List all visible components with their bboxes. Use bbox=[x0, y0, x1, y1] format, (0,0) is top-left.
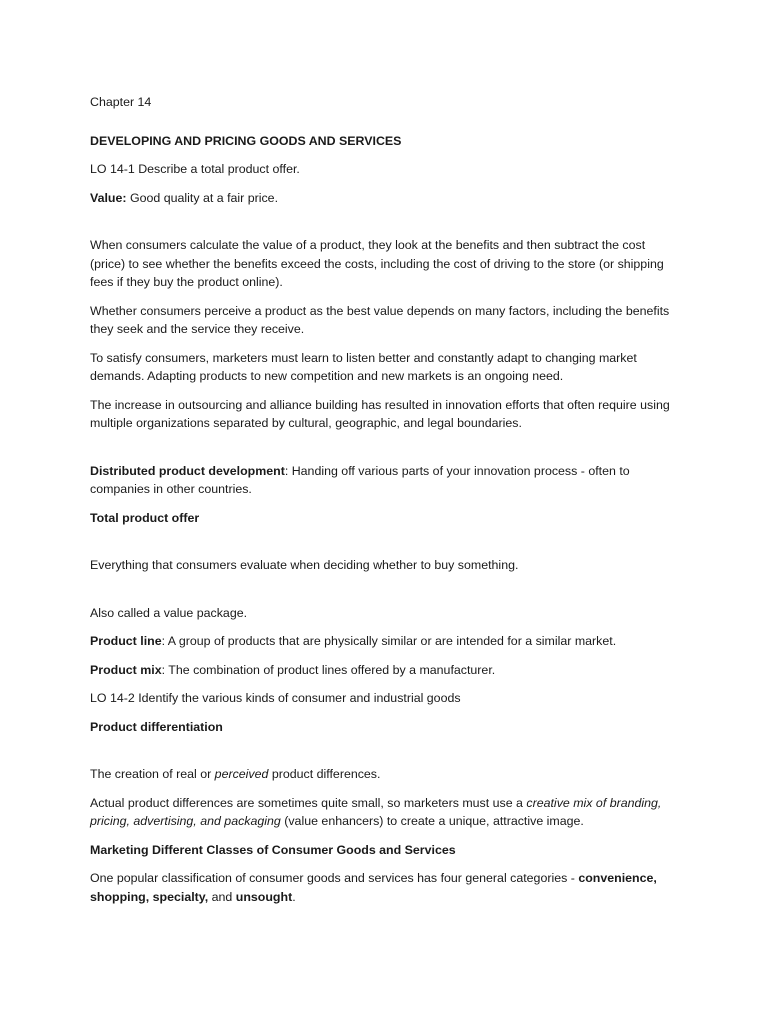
distributed-product-development bbox=[90, 462, 680, 499]
paragraph-creation bbox=[90, 765, 680, 784]
marketing-classes-heading: Marketing Different Classes of Consumer Goods and Services bbox=[90, 842, 456, 857]
paragraph-classification bbox=[90, 869, 680, 906]
paragraph-outsourcing: The increase in outsourcing and alliance building has resulted in innovation efforts that often require using multiple organizations separated by cultural, geographic, and legal boundaries. bbox=[90, 397, 670, 430]
actual-before: Actual product differences are sometimes quite small, so marketers must use a bbox=[90, 795, 527, 810]
learning-objective-1: LO 14-1 Describe a total product offer. bbox=[90, 162, 300, 176]
creation-emphasis: perceived bbox=[214, 767, 269, 781]
chapter-heading: DEVELOPING AND PRICING GOODS AND SERVICES bbox=[90, 133, 402, 148]
product-line-def: : A group of products that are physically similar or are intended for a similar market. bbox=[161, 634, 617, 648]
value-term: Value: bbox=[90, 190, 127, 205]
classification-before: One popular classification of consumer goods and services has four general categories - bbox=[90, 871, 579, 885]
product-line-definition bbox=[90, 632, 680, 651]
paragraph-actual-differences bbox=[90, 794, 680, 831]
product-mix-definition bbox=[90, 661, 680, 680]
product-differentiation-heading: Product differentiation bbox=[90, 719, 223, 734]
creation-before: The creation of real or bbox=[90, 767, 215, 781]
learning-objective-2: LO 14-2 Identify the various kinds of consumer and industrial goods bbox=[90, 691, 461, 705]
classification-bold-1: convenience, shopping, specialty, bbox=[90, 871, 657, 904]
paragraph-value-package: Also called a value package. bbox=[90, 605, 248, 620]
product-mix-def: : The combination of product lines offered by a manufacturer. bbox=[161, 662, 496, 677]
paragraph-everything: Everything that consumers evaluate when deciding whether to buy something. bbox=[90, 558, 519, 572]
document-body bbox=[90, 93, 680, 906]
paragraph-consumers-perceive: Whether consumers perceive a product as the best value depends on many factors, including the benefits they seek and the service they receive. bbox=[90, 303, 670, 336]
distributed-def: : Handing off various parts of your innovation process - often to companies in other countries. bbox=[90, 463, 630, 496]
value-def: Good quality at a fair price. bbox=[126, 190, 279, 205]
value-definition bbox=[90, 189, 680, 208]
classification-bold-2: unsought bbox=[235, 889, 293, 904]
creation-after: product differences. bbox=[268, 767, 381, 781]
classification-mid: and bbox=[208, 889, 236, 904]
total-product-offer-heading: Total product offer bbox=[90, 510, 200, 525]
product-mix-term: Product mix bbox=[90, 662, 162, 677]
actual-emphasis: creative mix of branding, pricing, advertising, and packaging bbox=[90, 795, 662, 828]
classification-after: . bbox=[292, 889, 296, 904]
chapter-label: Chapter 14 bbox=[90, 95, 152, 109]
distributed-term: Distributed product development bbox=[90, 463, 285, 478]
actual-after: (value enhancers) to create a unique, attractive image. bbox=[280, 814, 584, 828]
product-line-term: Product line bbox=[90, 634, 162, 648]
paragraph-satisfy-consumers: To satisfy consumers, marketers must learn to listen better and constantly adapt to changing market demands. Adapting products to new competition and new markets is an ongoing need. bbox=[90, 350, 637, 383]
paragraph-consumers-calculate: When consumers calculate the value of a product, they look at the benefits and then subtract the cost (price) to see whether the benefits exceed the costs, including the cost of driving to the store (or shipping fees if they buy the product online). bbox=[90, 238, 664, 289]
